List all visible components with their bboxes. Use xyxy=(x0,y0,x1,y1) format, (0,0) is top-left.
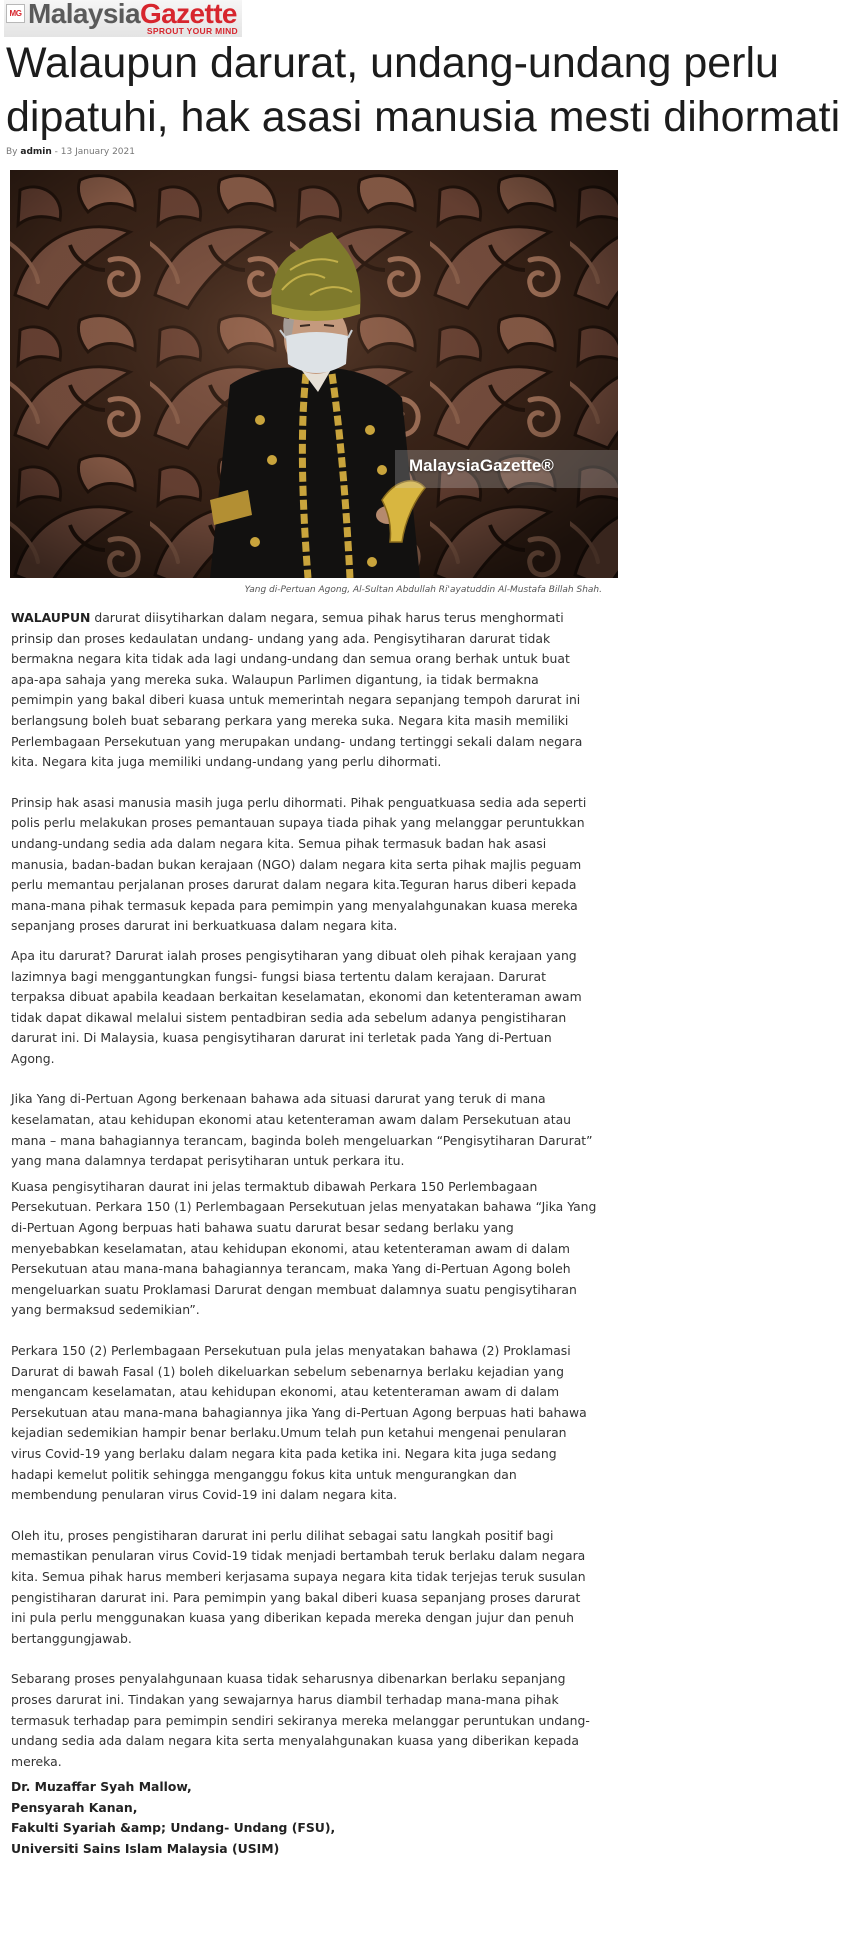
site-logo[interactable] xyxy=(4,0,242,37)
article-body xyxy=(11,608,599,1860)
paragraph: Kuasa pengisytiharan daurat ini jelas termaktub dibawah Perkara 150 Perlembagaan Persekutuan. Perkara 150 (1) Perlembagaan Persekutuan jelas menyatakan bahawa “Jika Yang di-Pertuan Agong berpuas hati bahawa suatu darurat besar sedang berlaku yang menyebabkan keselamatan, atau kehidupan ekonomi, atau ketenteraman awam di dalam Persekutuan atau mana-mana bahagiannya terancam, maka Yang di-Pertuan Agong boleh mengeluarkan suatu Proklamasi Darurat dengan membuat dalamnya suatu pengisytiharan yang bermaksud sedemikian”. xyxy=(11,1178,597,1318)
logo-name-part2: Gazette xyxy=(139,0,237,29)
byline-separator: - xyxy=(54,147,58,157)
robe xyxy=(210,368,420,578)
signature-university: Universiti Sains Islam Malaysia (USIM) xyxy=(11,1841,280,1857)
byline-prefix: By xyxy=(6,147,18,157)
article-byline xyxy=(6,146,135,158)
paragraph: Sebarang proses penyalahgunaan kuasa tidak seharusnya dibenarkan berlaku sepanjang proses darurat ini. Tindakan yang sewajarnya harus diambil terhadap mana-mana pihak termasuk terhadap para pemimpin sendiri sekiranya mereka melanggar peruntukan undang- undang sedia ada dalam negara kita serta menyalahgunakan kuasa yang diberikan kepada mereka. xyxy=(11,1671,590,1769)
paragraph: Apa itu darurat? Darurat ialah proses pengisytiharan yang dibuat oleh pihak kerajaan yang lazimnya bagi menggantungkan fungsi- fungsi biasa tertentu dalam kerajaan. Darurat terpaksa dibuat apabila keadaan berkaitan keselamatan, ekonomi dan ketenteraman awam tidak dapat dikawal melalui sistem pentadbiran sedia ada sebelum adanya pengistiharan darurat ini. Di Malaysia, kuasa pengisytiharan darurat ini terletak pada Yang di-Pertuan Agong. xyxy=(11,947,582,1066)
paragraph: Oleh itu, proses pengistiharan darurat ini perlu dilihat sebagai satu langkah positif bagi memastikan penularan virus Covid-19 tidak menjadi bertambah teruk berlaku dalam negara kita. Semua pihak harus memberi kerjasama supaya negara kita tidak terjejas teruk susulan pengistiharan darurat ini. Para pemimpin yang bakal diberi kuasa sepanjang proses darurat ini pula perlu menggunakan kuasa yang diberikan kepada mereka dengan jujur dan penuh bertanggungjawab. xyxy=(11,1527,586,1646)
paragraph-text: darurat diisytiharkan dalam negara, semua pihak harus terus menghormati prinsip dan proses kedaulatan undang- undang yang ada. Pengisytiharan darurat tidak bermakna negara kita tidak ada lagi undang-undang dan semua orang berhak untuk buat apa-apa sahaja yang mereka suka. Walaupun Parlimen digantung, ia tidak bermakna pemimpin yang bakal diberi kuasa untuk memerintah negara sepanjang tempoh darurat ini berlangsung boleh buat sebarang perkara yang mereka suka. Negara kita masih memiliki Perlembagaan Persekutuan yang merupakan undang- undang tertinggi sekali dalam negara kita. Negara kita juga memiliki undang-undang yang perlu dihormati. xyxy=(11,610,583,770)
embroidery-motif xyxy=(377,465,387,475)
image-caption: Yang di-Pertuan Agong, Al-Sultan Abdullah Ri'ayatuddin Al-Mustafa Billah Shah. xyxy=(244,585,602,595)
paragraph: Prinsip hak asasi manusia masih juga perlu dihormati. Pihak penguatkuasa sedia ada seperti polis perlu melakukan proses pemantauan supaya tiada pihak yang melanggar peruntukkan undang-undang sedia ada dalam negara kita. Semua pihak termasuk badan hak asasi manusia, badan-badan bukan kerajaan (NGO) dalam negara kita serta pihak majlis peguam perlu memantau perjalanan proses darurat dalam negara kita.Teguran harus diberi kepada mana-mana pihak termasuk kepada para pemimpin yang menyalahgunakan kuasa mereka sepanjang proses darurat ini berkuatkuasa dalam negara kita. xyxy=(11,794,587,934)
logo-name-part1: Malaysia xyxy=(28,0,140,29)
author-link[interactable]: admin xyxy=(20,147,52,157)
paragraph: Jika Yang di-Pertuan Agong berkenaan bahawa ada situasi darurat yang teruk di mana keselamatan, atau kehidupan ekonomi atau ketenteraman awam dalam Persekutuan atau mana – mana bahagiannya terancam, baginda boleh mengeluarkan “Pengisytiharan Darurat” yang mana dalamnya terdapat perisytiharan untuk perkara itu. xyxy=(11,1091,593,1169)
signature-position: Pensyarah Kanan, xyxy=(11,1799,138,1815)
embroidery-motif xyxy=(255,415,265,425)
logo-icon: MG xyxy=(6,4,25,23)
logo-tagline: SPROUT YOUR MIND xyxy=(146,26,238,36)
featured-image xyxy=(10,170,618,578)
embroidery-motif xyxy=(250,537,260,547)
embroidery-motif xyxy=(267,455,277,465)
paragraph xyxy=(11,608,599,773)
logo-wordmark xyxy=(28,0,237,29)
face-mask xyxy=(286,332,348,373)
signature-name: Dr. Muzaffar Syah Mallow, xyxy=(11,1779,192,1795)
lead-word: WALAUPUN xyxy=(11,610,91,625)
featured-photo-drawing xyxy=(10,170,618,578)
author-signature xyxy=(11,1777,599,1859)
publish-date: 13 January 2021 xyxy=(60,147,135,157)
paragraph: Perkara 150 (2) Perlembagaan Persekutuan pula jelas menyatakan bahawa (2) Proklamasi Darurat di bawah Fasal (1) boleh dikeluarkan sebelum sebenarnya berlaku kejadian yang mengancam keselamatan, atau kehidupan ekonomi, atau ketenteraman awam di dalam Persekutuan atau mana-mana bahagiannya jika Yang di-Pertuan Agong berpuas hati bahawa kejadian sedemikian hampir benar berlaku.Umum telah pun ketahui mengenai penularan virus Covid-19 yang berlaku dalam negara kita pada ketika ini. Negara kita juga sedang hadapi kemelut politik sehingga menganggu fokus kita untuk mengurangkan dan membendung penularan virus Covid-19 ini dalam negara kita. xyxy=(11,1343,587,1503)
embroidery-motif xyxy=(365,425,375,435)
embroidery-motif xyxy=(367,557,377,567)
image-watermark: MalaysiaGazette® xyxy=(409,456,554,475)
signature-faculty: Fakulti Syariah &amp; Undang- Undang (FSU), xyxy=(11,1820,336,1836)
article-title: Walaupun darurat, undang-undang perlu dipatuhi, hak asasi manusia mesti dihormati xyxy=(6,39,841,141)
